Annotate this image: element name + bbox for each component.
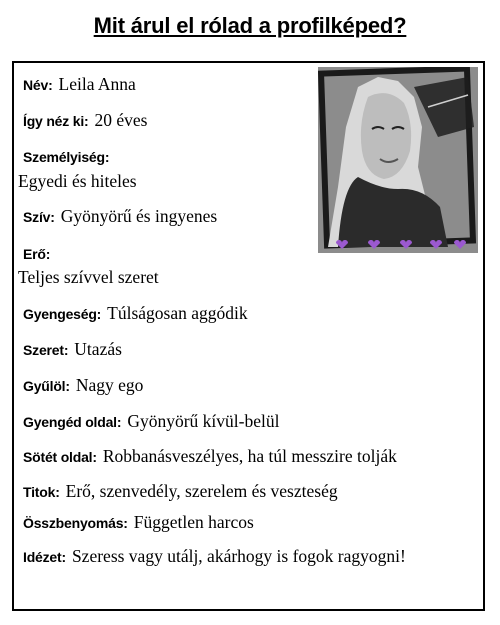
label-quote: Idézet:: [23, 549, 66, 565]
value-weakness: Túlságosan aggódik: [107, 303, 248, 323]
value-personality: Egyedi és hiteles: [18, 171, 137, 191]
row-personality: [23, 149, 109, 167]
profile-photo: [318, 67, 478, 253]
value-loves: Utazás: [74, 339, 122, 359]
label-soft-side: Gyengéd oldal:: [23, 414, 122, 430]
row-hates: [23, 375, 143, 396]
value-looks: 20 éves: [94, 110, 148, 130]
label-looks: Így néz ki:: [23, 113, 89, 129]
value-heart: Gyönyörű és ingyenes: [60, 206, 218, 226]
value-soft-side: Gyönyörű kívül-belül: [127, 411, 280, 431]
row-heart: [23, 206, 217, 227]
profile-card: [12, 61, 485, 611]
profile-photo-icon: [318, 67, 478, 253]
value-name: Leila Anna: [58, 74, 136, 94]
row-name: [23, 74, 136, 95]
label-loves: Szeret:: [23, 342, 69, 358]
row-strength: [23, 246, 50, 264]
value-secret: Erő, szenvedély, szerelem és veszteség: [65, 481, 338, 501]
label-impression: Összbenyomás:: [23, 515, 128, 531]
value-quote: Szeress vagy utálj, akárhogy is fogok ragyogni!: [71, 546, 406, 566]
row-weakness: [23, 303, 248, 324]
label-dark-side: Sötét oldal:: [23, 449, 97, 465]
value-impression: Független harcos: [133, 512, 254, 532]
value-hates: Nagy ego: [75, 375, 144, 395]
row-soft-side: [23, 411, 279, 432]
row-loves: [23, 339, 122, 360]
value-strength: Teljes szívvel szeret: [18, 267, 159, 287]
row-dark-side: [23, 446, 397, 467]
page-title: Mit árul el rólad a profilképed?: [93, 13, 407, 38]
value-dark-side: Robbanásveszélyes, ha túl messzire tolják: [102, 446, 397, 466]
row-secret: [23, 481, 338, 502]
label-secret: Titok:: [23, 484, 60, 500]
label-personality: Személyiség:: [23, 149, 110, 165]
label-heart: Szív:: [23, 209, 55, 225]
row-quote: [23, 546, 406, 567]
label-name: Név:: [23, 77, 53, 93]
label-strength: Erő:: [23, 246, 51, 262]
row-impression: [23, 512, 254, 533]
label-hates: Gyűlöl:: [23, 378, 70, 394]
row-looks: [23, 110, 147, 131]
label-weakness: Gyengeség:: [23, 306, 102, 322]
